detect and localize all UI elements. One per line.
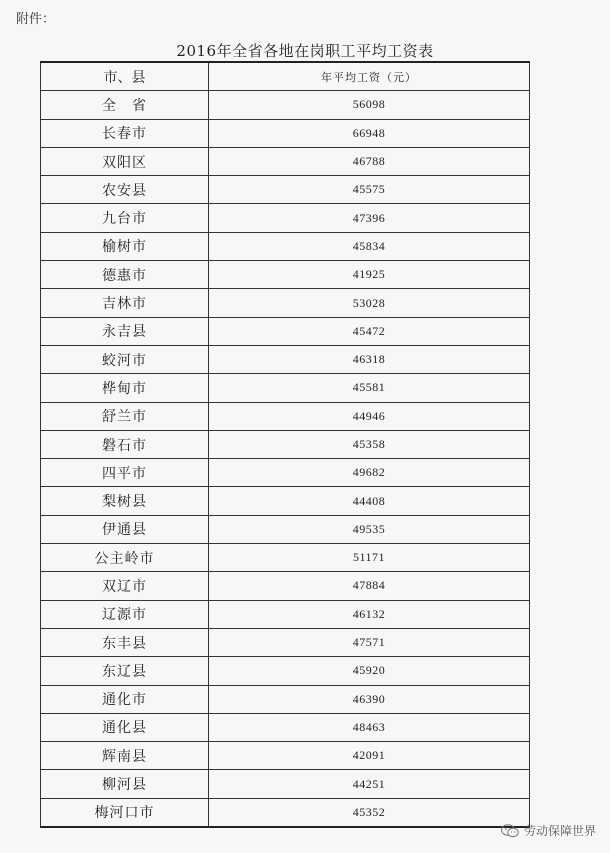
wage-value-cell: 45581	[209, 374, 530, 402]
table-row	[41, 119, 530, 147]
region-name-cell: 梨树县	[41, 487, 209, 515]
region-name-cell: 梅河口市	[41, 798, 209, 827]
table-row	[41, 232, 530, 260]
region-name-cell: 桦甸市	[41, 374, 209, 402]
table-row	[41, 544, 530, 572]
region-name-cell: 长春市	[41, 119, 209, 147]
table-row	[41, 657, 530, 685]
wage-value-cell: 51171	[209, 544, 530, 572]
region-name-cell: 双辽市	[41, 572, 209, 600]
region-name-cell: 四平市	[41, 459, 209, 487]
table-row	[41, 572, 530, 600]
page-title: 2016年全省各地在岗职工平均工资表	[176, 42, 434, 60]
region-name-cell: 吉林市	[41, 289, 209, 317]
region-name-cell: 辉南县	[41, 742, 209, 770]
table-row	[41, 317, 530, 345]
wage-value-cell: 44408	[209, 487, 530, 515]
wage-value-cell: 49682	[209, 459, 530, 487]
attachment-label: 附件：	[16, 12, 56, 27]
region-name-cell: 辽源市	[41, 600, 209, 628]
wage-value-cell: 49535	[209, 515, 530, 543]
wage-table	[40, 61, 530, 828]
region-name-cell: 伊通县	[41, 515, 209, 543]
wage-value-cell: 42091	[209, 742, 530, 770]
table-row	[41, 147, 530, 175]
wage-value-cell: 44251	[209, 770, 530, 798]
wage-value-cell: 66948	[209, 119, 530, 147]
wage-value-cell: 46390	[209, 685, 530, 713]
wage-value-cell: 45352	[209, 798, 530, 827]
table-header-row	[41, 62, 530, 91]
region-name-cell: 东辽县	[41, 657, 209, 685]
region-name-cell: 通化县	[41, 713, 209, 741]
region-name-cell: 永吉县	[41, 317, 209, 345]
wage-value-cell: 53028	[209, 289, 530, 317]
wage-value-cell: 48463	[209, 713, 530, 741]
table-row	[41, 770, 530, 798]
table-row	[41, 261, 530, 289]
table-row	[41, 345, 530, 373]
wage-value-cell: 46132	[209, 600, 530, 628]
region-name-cell: 东丰县	[41, 628, 209, 656]
wage-value-cell: 45358	[209, 430, 530, 458]
region-name-cell: 磐石市	[41, 430, 209, 458]
table-row	[41, 176, 530, 204]
table-row	[41, 487, 530, 515]
wage-value-cell: 44946	[209, 402, 530, 430]
table-row	[41, 374, 530, 402]
table-row	[41, 685, 530, 713]
region-name-cell: 榆树市	[41, 232, 209, 260]
table-row	[41, 430, 530, 458]
wage-value-cell: 45472	[209, 317, 530, 345]
region-name-cell: 双阳区	[41, 147, 209, 175]
table-row	[41, 289, 530, 317]
watermark-text: 劳动保障世界	[523, 824, 596, 838]
wage-value-cell: 47396	[209, 204, 530, 232]
wechat-icon	[501, 824, 519, 838]
wage-value-cell: 45834	[209, 232, 530, 260]
region-name-cell: 公主岭市	[41, 544, 209, 572]
wage-value-cell: 41925	[209, 261, 530, 289]
table-row	[41, 600, 530, 628]
region-name-cell: 蛟河市	[41, 345, 209, 373]
table-row	[41, 402, 530, 430]
column-header-wage: 年平均工资（元）	[209, 62, 530, 91]
wage-value-cell: 47884	[209, 572, 530, 600]
region-name-cell: 柳河县	[41, 770, 209, 798]
region-name-cell: 农安县	[41, 176, 209, 204]
watermark	[501, 822, 596, 839]
table-row	[41, 798, 530, 827]
region-name-cell: 全 省	[41, 91, 209, 119]
wage-value-cell: 56098	[209, 91, 530, 119]
table-row	[41, 515, 530, 543]
column-header-region: 市、县	[41, 62, 209, 91]
region-name-cell: 九台市	[41, 204, 209, 232]
table-row	[41, 742, 530, 770]
table-row	[41, 91, 530, 119]
region-name-cell: 德惠市	[41, 261, 209, 289]
wage-value-cell: 47571	[209, 628, 530, 656]
region-name-cell: 舒兰市	[41, 402, 209, 430]
table-row	[41, 628, 530, 656]
wage-value-cell: 46318	[209, 345, 530, 373]
table-row	[41, 459, 530, 487]
table-row	[41, 713, 530, 741]
wage-value-cell: 46788	[209, 147, 530, 175]
table-row	[41, 204, 530, 232]
region-name-cell: 通化市	[41, 685, 209, 713]
wage-value-cell: 45920	[209, 657, 530, 685]
wage-value-cell: 45575	[209, 176, 530, 204]
